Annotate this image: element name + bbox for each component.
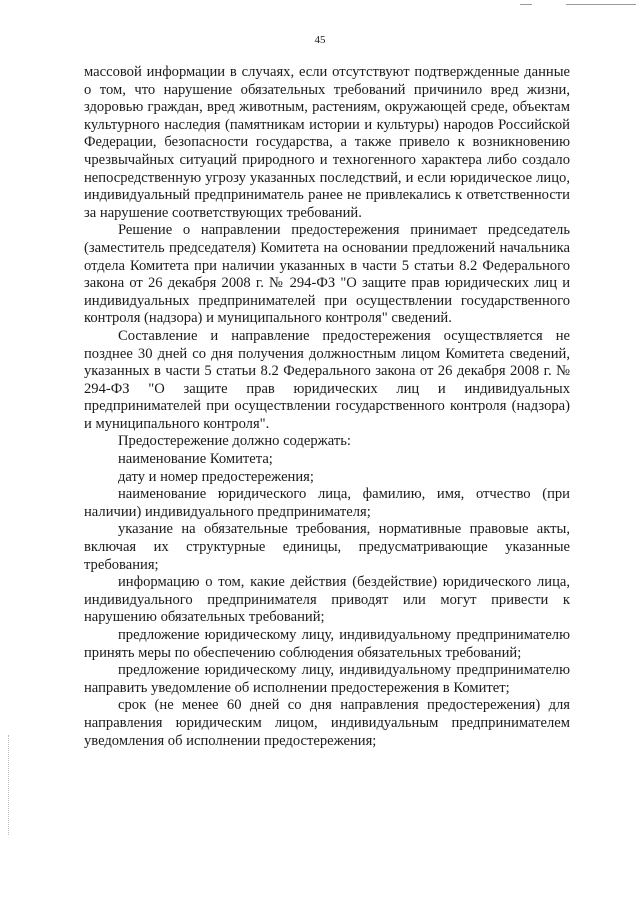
- list-item: информацию о том, какие действия (бездействие) юридического лица, индивидуального предпринимателя приводят или могут привести к нарушению обязательных требований;: [84, 574, 570, 626]
- list-item: наименование юридического лица, фамилию, имя, отчество (при наличии) индивидуального предпринимателя;: [84, 486, 570, 520]
- paragraph: Составление и направление предостережения осуществляется не позднее 30 дней со дня получения должностным лицом Комитета сведений, указанных в части 5 статьи 8.2 Федерального закона от 26 декабря 2008 г. № 294-ФЗ "О защите прав юридических лиц и индивидуальных предпринимателей при осуществлении государственного контроля (надзора) и муниципального контроля".: [84, 327, 570, 432]
- scan-margin-artifact: [8, 735, 11, 835]
- list-item: срок (не менее 60 дней со дня направления предостережения) для направления юридическим лицом, индивидуальным предпринимателем уведомления об исполнении предостережения;: [84, 697, 570, 749]
- scan-artifact: [520, 4, 532, 5]
- paragraph: Предостережение должно содержать:: [118, 433, 351, 450]
- list-item: наименование Комитета;: [118, 451, 273, 468]
- page-number: 45: [314, 34, 326, 46]
- paragraph: массовой информации в случаях, если отсутствуют подтвержденные данные о том, что нарушение обязательных требований причинило вред жизни, здоровью граждан, вред животным, растениям, окружающей среде, объектам культурного наследия (памятникам истории и культуры) народов Российской Федерации, безопасности государства, а также привело к возникновению чрезвычайных ситуаций природного и техногенного характера либо создало непосредственную угрозу указанных последствий, и если юридическое лицо, индивидуальный предприниматель ранее не привлекались к ответственности за нарушение соответствующих требований.: [84, 64, 570, 221]
- paragraph: Решение о направлении предостережения принимает председатель (заместитель председателя) Комитета на основании предложений начальника отдела Комитета при наличии указанных в части 5 статьи 8.2 Федерального закона от 26 декабря 2008 г. № 294-ФЗ "О защите прав юридических лиц и индивидуальных предпринимателей при осуществлении государственного контроля (надзора) и муниципального контроля" сведений.: [84, 222, 570, 327]
- list-item: указание на обязательные требования, нормативные правовые акты, включая их структурные единицы, предусматривающие указанные требования;: [84, 521, 570, 573]
- list-item: предложение юридическому лицу, индивидуальному предпринимателю принять меры по обеспечению соблюдения обязательных требований;: [84, 627, 570, 661]
- document-body: [84, 64, 570, 750]
- scan-artifact: [566, 4, 636, 5]
- list-item: предложение юридическому лицу, индивидуальному предпринимателю направить уведомление об исполнении предостережения в Комитет;: [84, 662, 570, 696]
- list-item: дату и номер предостережения;: [118, 468, 314, 485]
